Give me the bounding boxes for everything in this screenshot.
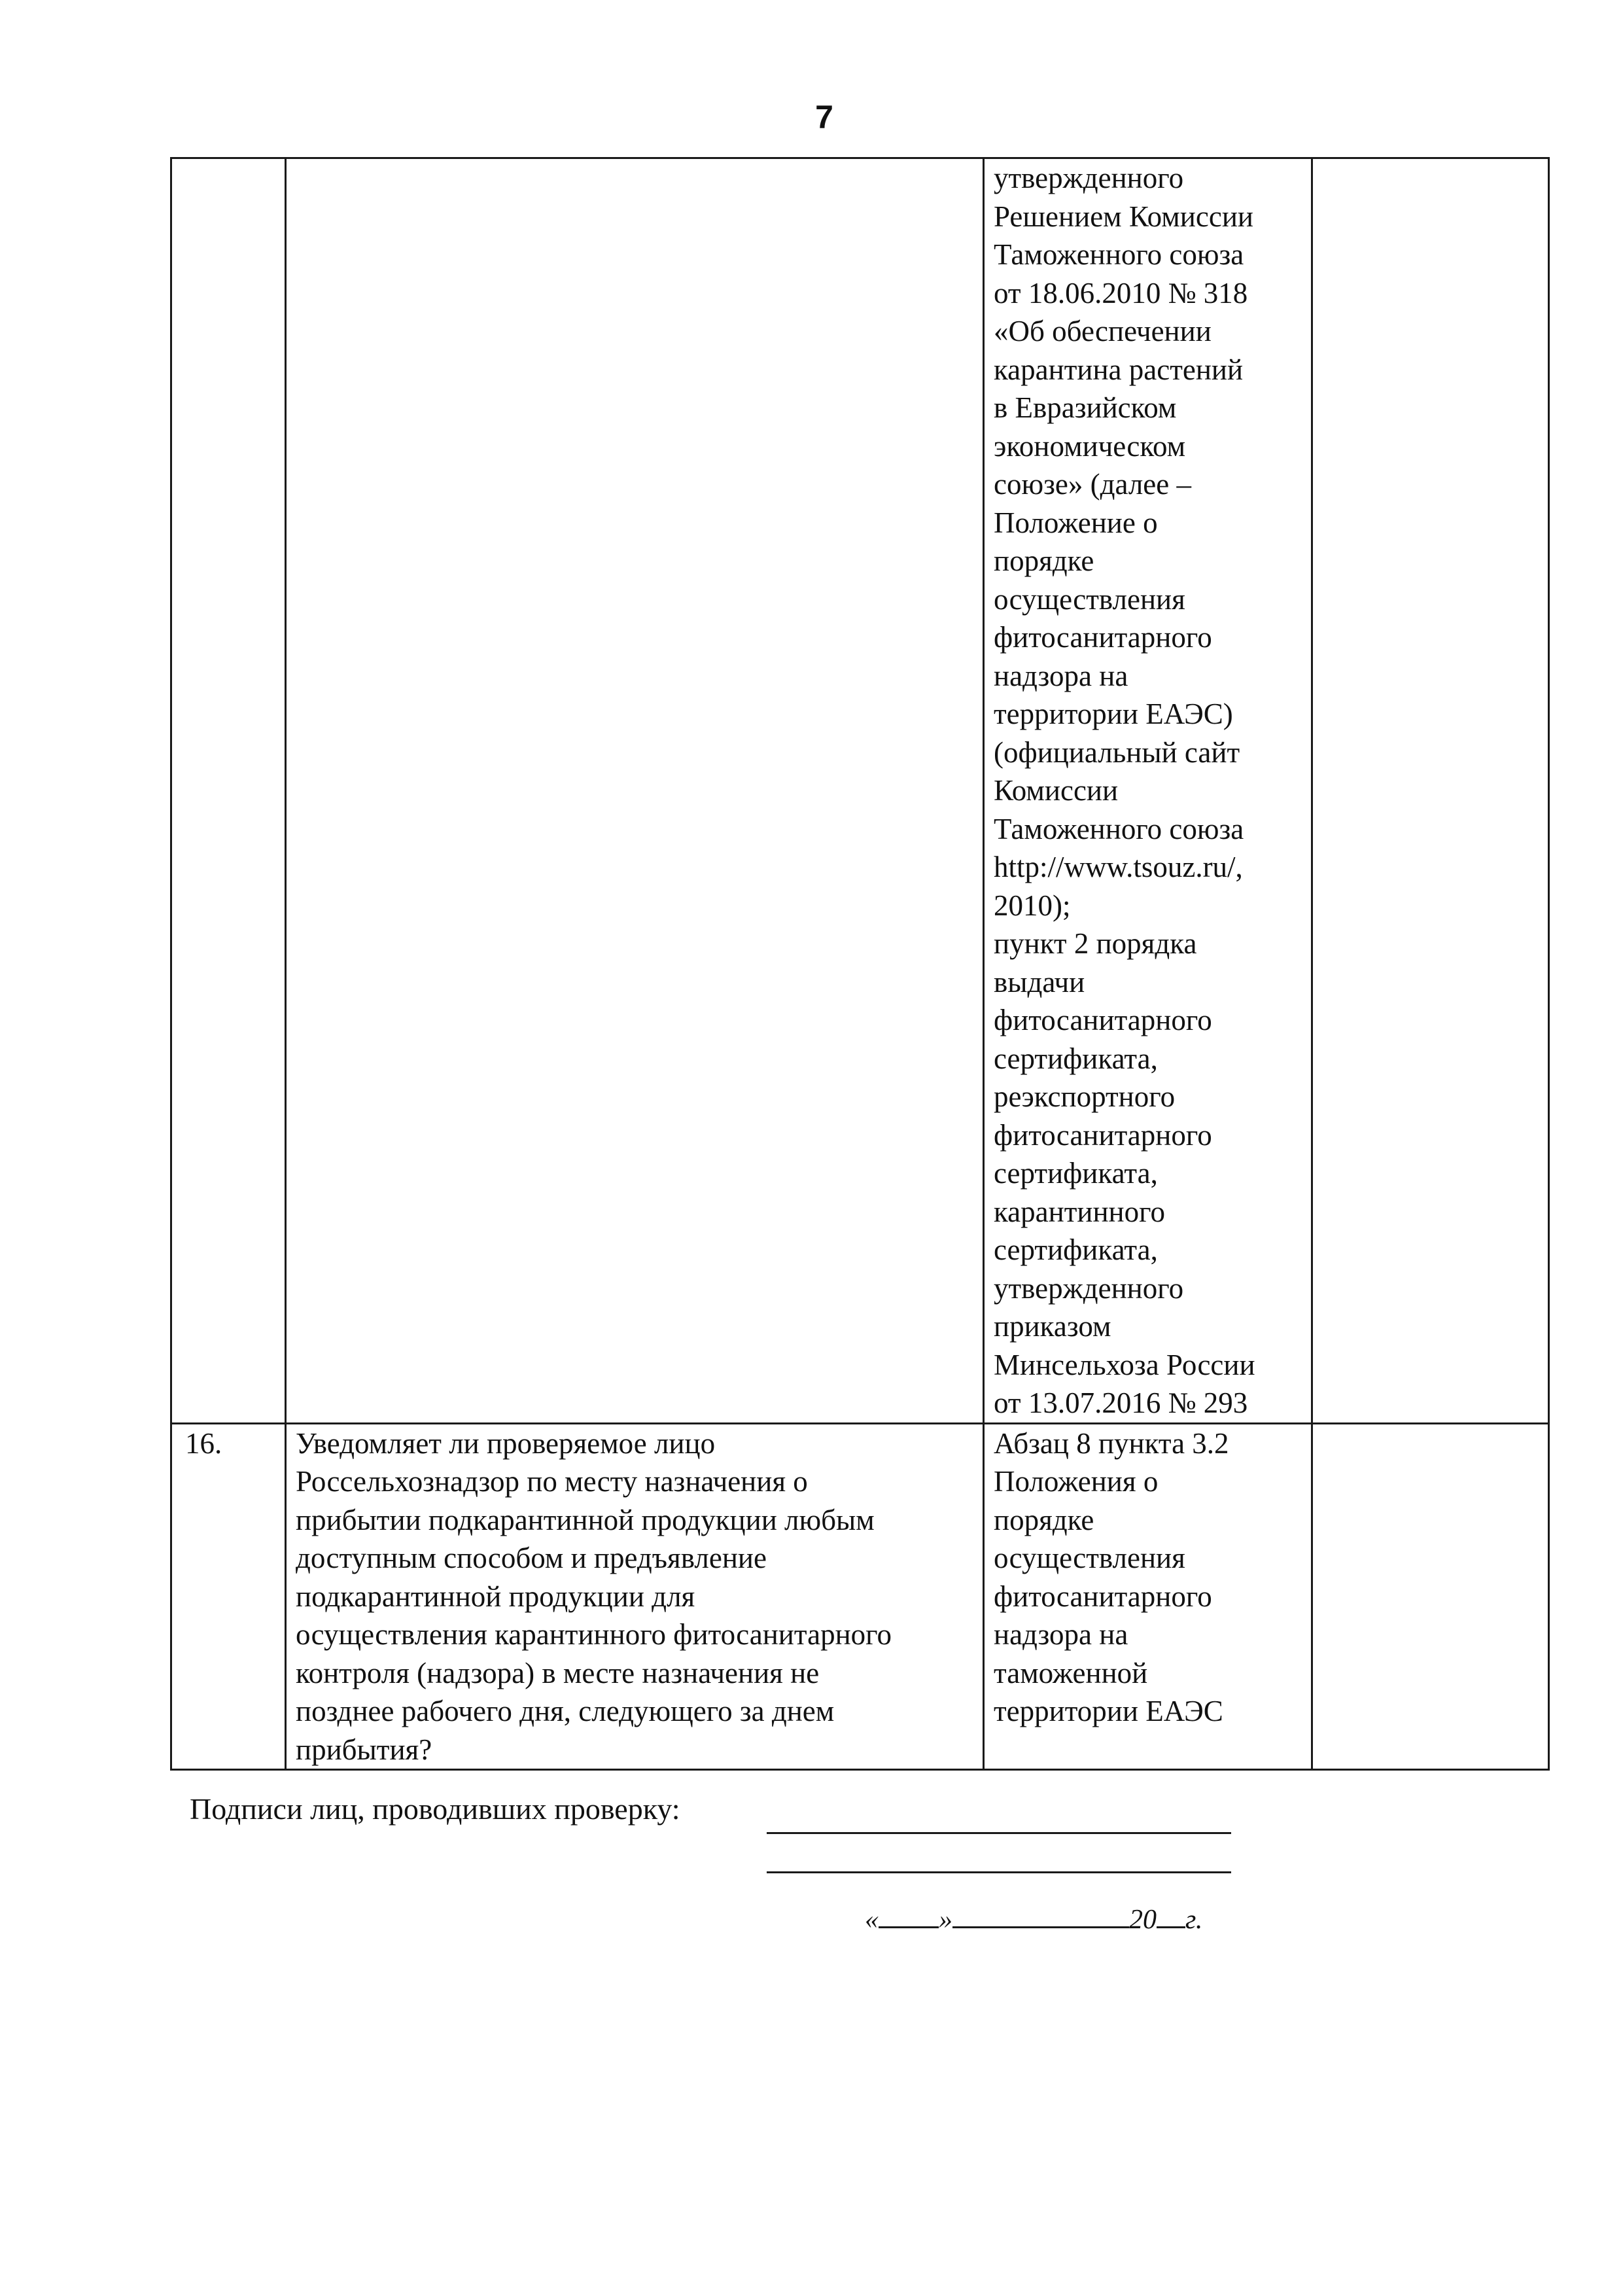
- question-cell: [286, 1423, 984, 1770]
- answer-cell[interactable]: [1312, 158, 1549, 1424]
- signatures-label: Подписи лиц, проводивших проверку:: [190, 1792, 680, 1826]
- signature-line-1[interactable]: [767, 1832, 1231, 1834]
- row-number: 16.: [185, 1426, 222, 1460]
- date-year-blank[interactable]: [1157, 1898, 1185, 1928]
- date-day-blank[interactable]: [879, 1898, 939, 1928]
- date-close-quote: »: [939, 1905, 952, 1935]
- reference-text: утвержденного Решением Комиссии Таможенного союза от 18.06.2010 № 318 «Об обеспечении карантина растений в Евразийском экономическом союзе» (далее – Положение о порядке осуществления фитосанитарного надзора на территории ЕАЭС) (официальный сайт Комиссии Таможенного союза http://www.tsouz.ru/, 2010); пункт 2 порядка выдачи фитосанитарного сертификата, реэкспортного фитосанитарного сертификата, карантинного сертификата, утвержденного приказом Минсельхоза России от 13.07.2016 № 293: [994, 162, 1255, 1419]
- question-text: Уведомляет ли проверяемое лицо Россельхознадзор по месту назначения о прибытии подкарантинной продукции любым доступным способом и предъявление подкарантинной продукции для осуществления карантинного фитосанитарного контроля (надзора) в месте назначения не позднее рабочего дня, следующего за днем прибытия?: [296, 1426, 892, 1766]
- answer-cell[interactable]: [1312, 1423, 1549, 1770]
- date-open-quote: «: [865, 1905, 879, 1935]
- checklist-table: [170, 157, 1550, 1771]
- reference-cell: [984, 158, 1312, 1424]
- reference-cell: [984, 1423, 1312, 1770]
- table-row: [171, 1423, 1549, 1770]
- question-cell: [286, 158, 984, 1424]
- row-number-cell: [171, 1423, 286, 1770]
- signature-line-2[interactable]: [767, 1871, 1231, 1873]
- date-year-suffix: г.: [1185, 1905, 1203, 1935]
- table-row: [171, 158, 1549, 1424]
- date-year-prefix: 20: [1129, 1905, 1157, 1935]
- row-number-cell: [171, 158, 286, 1424]
- page-number: 7: [815, 99, 833, 135]
- signature-date: [865, 1898, 1202, 1935]
- reference-text: Абзац 8 пункта 3.2 Положения о порядке осуществления фитосанитарного надзора на таможенной территории ЕАЭС: [994, 1426, 1229, 1727]
- date-month-blank[interactable]: [952, 1898, 1129, 1928]
